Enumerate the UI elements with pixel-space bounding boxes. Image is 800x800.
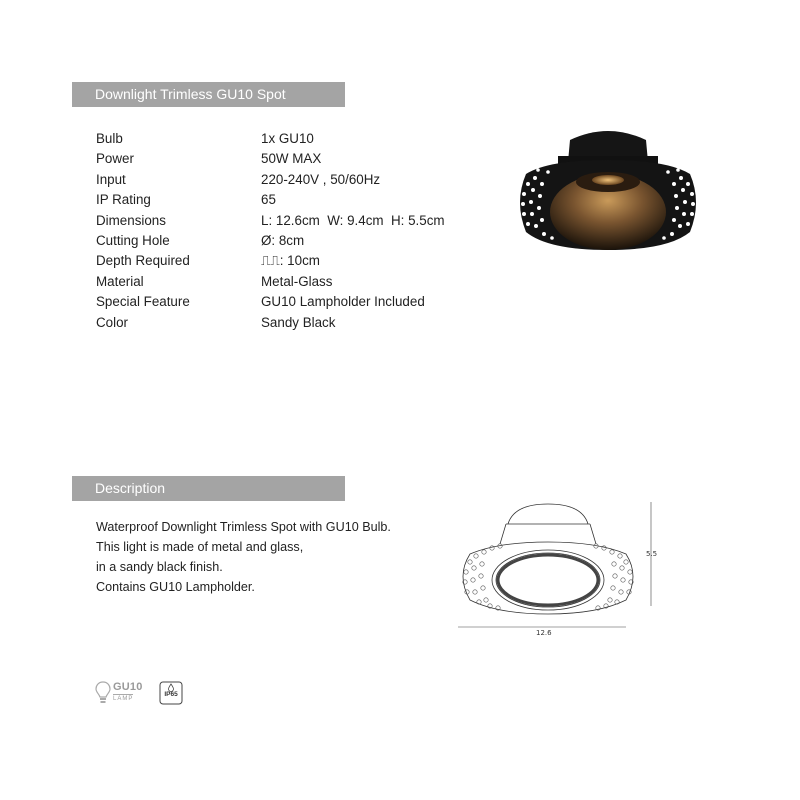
spec-value: 1x GU10	[261, 131, 314, 146]
spec-row-special-feature	[96, 292, 445, 312]
description-line: Contains GU10 Lampholder.	[96, 580, 255, 594]
spec-label: Cutting Hole	[96, 233, 170, 249]
lamp-sub-label: LAMP	[113, 696, 134, 702]
light-bulb-icon	[95, 681, 111, 705]
spec-row-depth-required	[96, 251, 445, 271]
spec-value: ⎍⎍: 10cm	[261, 253, 320, 269]
spec-row-cutting-hole	[96, 231, 445, 251]
spec-label: Color	[96, 314, 128, 330]
lamp-type-label: GU10	[113, 681, 143, 693]
description-line: Waterproof Downlight Trimless Spot with GU10 Bulb.	[96, 520, 391, 534]
description-section-header: Description	[72, 476, 345, 501]
spec-row-material	[96, 272, 445, 292]
spec-value: Sandy Black	[261, 314, 336, 330]
spec-row-dimensions	[96, 211, 445, 231]
description-text	[96, 517, 436, 597]
spec-label: Power	[96, 151, 134, 167]
spec-label: Bulb	[96, 131, 123, 146]
gu10-lamp-badge	[93, 680, 147, 706]
spec-label: Depth Required	[96, 253, 190, 269]
product-photo	[508, 122, 708, 254]
spec-row-bulb	[96, 129, 445, 149]
spec-row-power	[96, 149, 445, 169]
description-line: in a sandy black finish.	[96, 560, 223, 574]
spec-value: Ø: 8cm	[261, 233, 305, 249]
height-dimension-label: 5.5	[646, 550, 658, 558]
spec-value: GU10 Lampholder Included	[261, 294, 425, 310]
spec-value: L: 12.6cm W: 9.4cm H: 5.5cm	[261, 212, 445, 228]
spec-label: Dimensions	[96, 212, 166, 228]
spec-value: 220-240V , 50/60Hz	[261, 171, 381, 187]
spec-row-ip-rating	[96, 190, 445, 210]
description-line: This light is made of metal and glass,	[96, 540, 304, 554]
spec-row-color	[96, 313, 445, 333]
spec-label: IP Rating	[96, 192, 151, 208]
spec-label: Special Feature	[96, 294, 190, 310]
spec-value: Metal-Glass	[261, 273, 333, 289]
specs-section-header: Downlight Trimless GU10 Spot	[72, 82, 345, 107]
spec-value: 50W MAX	[261, 151, 322, 167]
technical-drawing	[448, 496, 666, 636]
spec-row-input	[96, 170, 445, 190]
spec-label: Input	[96, 171, 126, 187]
spec-label: Material	[96, 273, 144, 289]
ip-rating-label: IP65	[164, 691, 178, 698]
spec-value: 65	[261, 192, 276, 208]
length-dimension-label: 12.6	[536, 629, 552, 636]
ip65-badge	[159, 681, 183, 705]
specs-table	[96, 129, 445, 333]
